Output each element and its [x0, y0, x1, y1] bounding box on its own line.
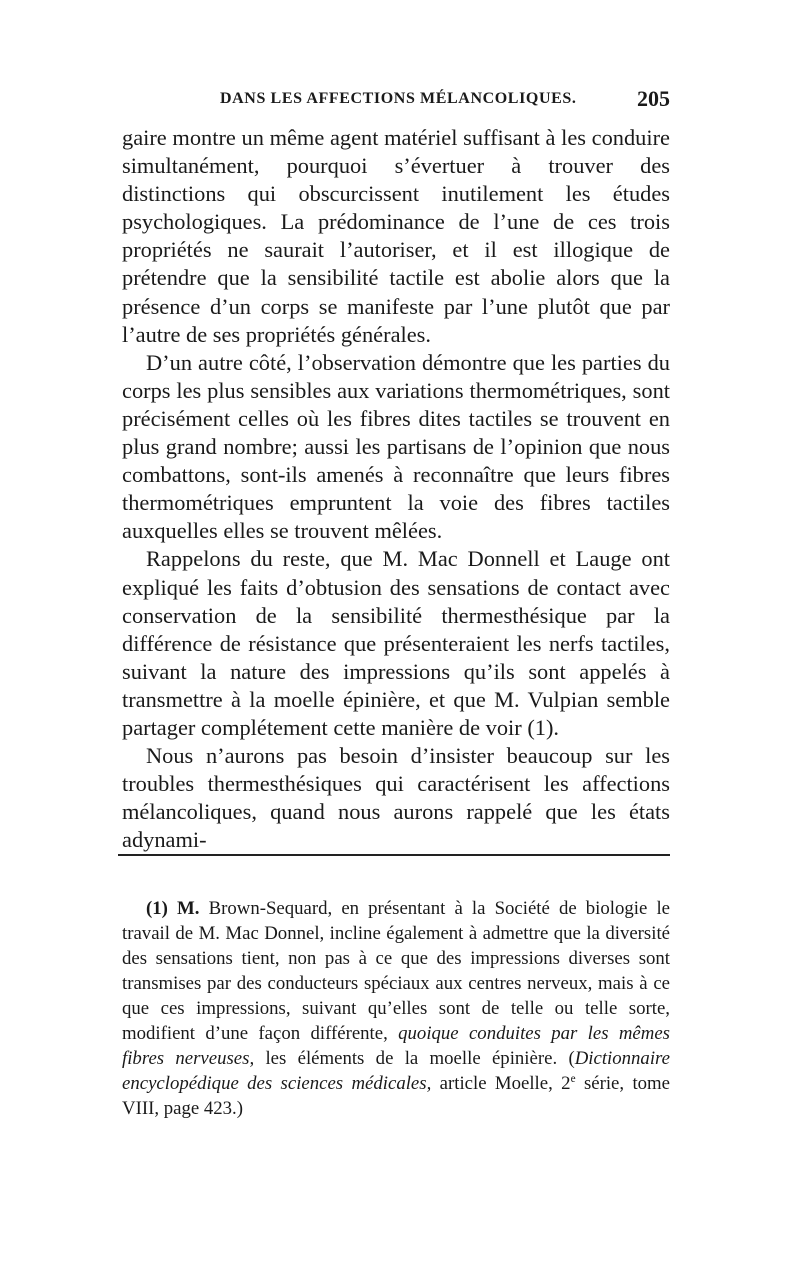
paragraph-continued: gaire montre un même agent matériel suffisant à les conduire simultanément, pourquoi s’évertuer à trouver des distinctions qui obscurcissent inutilement les études psychologiques. La prédominance de l’une de ces trois propriétés ne saurait l’autoriser, et il est illogique de prétendre que la sensibilité tactile est abolie alors que la présence d’un corps se manifeste par l’une plutôt que par l’autre de ses propriétés générales. [122, 125, 670, 347]
footnote-text [122, 896, 670, 1121]
running-head-title: DANS LES AFFECTIONS MÉLANCOLIQUES. [220, 90, 577, 107]
footnote [122, 896, 670, 1121]
footnote-text-part: article Moelle, 2 [439, 1073, 571, 1094]
footnote-separator [118, 854, 670, 856]
footnote-text-part: Brown-Sequard, en présentant à la Société de biologie le travail de M. Mac Donnel, incline également à admettre que la diversité des sensations tient, non pas à ce que des impressions diverses sont transmises par des conducteurs spéciaux aux centres nerveux, mais à ce que ces impressions, suivant qu’elles sont de telle ou telle sorte, modifient d’une façon différente, [122, 898, 671, 1044]
footnote-text-part: série, tome VIII, page 423.) [122, 1073, 670, 1119]
footnote-superscript: e [570, 1073, 576, 1086]
page-number: 205 [637, 86, 670, 111]
footnote-citation-title: Dictionnaire encyclopédique des sciences médicales, [122, 1048, 670, 1094]
paragraph: Rappelons du reste, que M. Mac Donnell et Lauge ont expliqué les faits d’obtusion des sensations de contact avec conservation de la sensibilité thermesthésique par la différence de résistance que présenteraient les nerfs tactiles, suivant la nature des impressions qu’ils sont appelés à transmettre à la moelle épinière, et que M. Vulpian semble partager complétement cette manière de voir (1). [122, 546, 670, 740]
paragraph: D’un autre côté, l’observation démontre que les parties du corps les plus sensibles aux variations thermométriques, sont précisément celles où les fibres dites tactiles se trouvent en plus grand nombre; aussi les partisans de l’opinion que nous combattons, sont-ils amenés à reconnaître que leurs fibres thermométriques empruntent la voie des fibres tactiles auxquelles elles se trouvent mêlées. [122, 349, 670, 544]
footnote-marker: (1) [146, 898, 168, 919]
footnote-text-part: les éléments de la moelle épinière. ( [265, 1048, 575, 1069]
body-text [122, 124, 670, 854]
running-head [122, 86, 670, 118]
footnote-italic-phrase: quoique conduites par les mêmes fibres nerveuses, [122, 1023, 670, 1069]
paragraph: Nous n’aurons pas besoin d’insister beaucoup sur les troubles thermesthésiques qui caractérisent les affections mélancoliques, quand nous aurons rappelé que les états adynami- [122, 743, 670, 853]
footnote-lead: M. [177, 898, 200, 919]
